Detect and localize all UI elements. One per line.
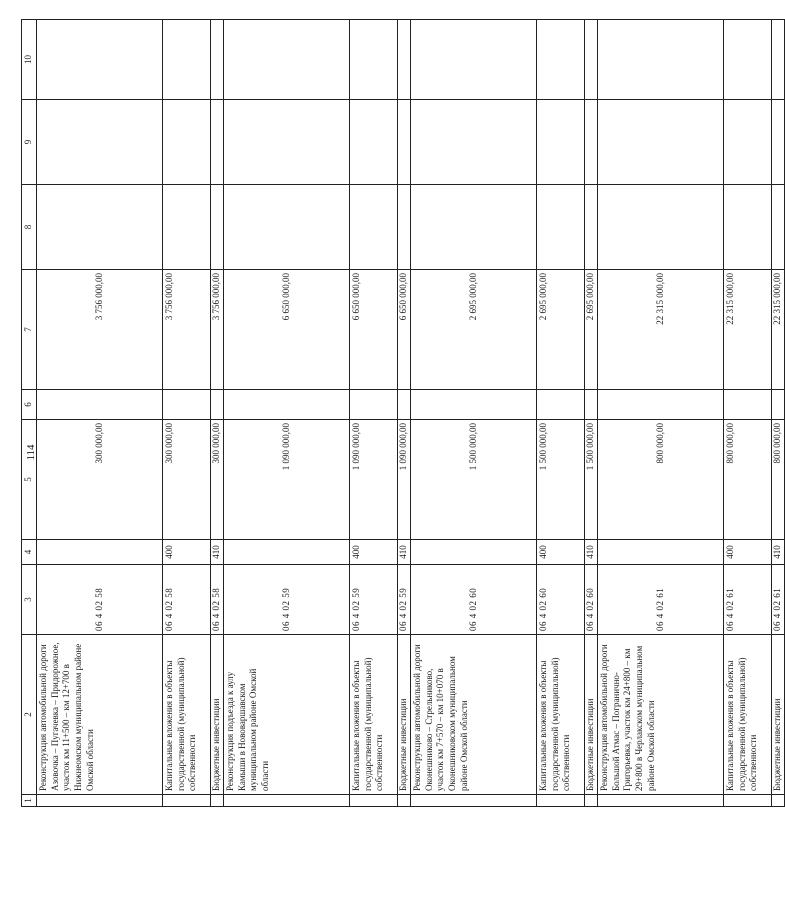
amount-col-5: 1 500 000,00	[411, 420, 537, 540]
row-number-cell	[598, 795, 724, 807]
target-article-code: 06 4 02 58	[163, 565, 211, 635]
row-name: Капитальные вложения в объекты государственной (муниципальной) собственности	[537, 635, 585, 795]
target-article-code: 06 4 02 58	[37, 565, 163, 635]
target-article-code: 06 4 02 59	[350, 565, 398, 635]
expense-type-code	[598, 540, 724, 565]
table-row	[772, 20, 785, 807]
amount-col-8	[585, 185, 598, 270]
amount-col-6	[537, 390, 585, 420]
amount-col-6	[211, 390, 224, 420]
expense-type-code: 400	[537, 540, 585, 565]
amount-col-10	[224, 20, 350, 100]
budget-table	[21, 19, 785, 807]
amount-col-6	[772, 390, 785, 420]
amount-col-6	[224, 390, 350, 420]
amount-col-8	[350, 185, 398, 270]
amount-col-7: 22 315 000,00	[598, 270, 724, 390]
table-row	[585, 20, 598, 807]
amount-col-8	[598, 185, 724, 270]
row-number-cell	[350, 795, 398, 807]
amount-col-10	[350, 20, 398, 100]
row-name: Бюджетные инвестиции	[772, 635, 785, 795]
table-row	[37, 20, 163, 807]
amount-col-7: 3 756 000,00	[211, 270, 224, 390]
expense-type-code	[411, 540, 537, 565]
amount-col-7: 2 695 000,00	[411, 270, 537, 390]
expense-type-code: 400	[350, 540, 398, 565]
amount-col-7: 6 650 000,00	[224, 270, 350, 390]
expense-type-code: 400	[163, 540, 211, 565]
row-number-cell	[224, 795, 350, 807]
amount-col-9	[724, 100, 772, 185]
row-name: Бюджетные инвестиции	[585, 635, 598, 795]
expense-type-code	[224, 540, 350, 565]
amount-col-10	[211, 20, 224, 100]
column-header: 7	[22, 270, 37, 390]
row-number-cell	[537, 795, 585, 807]
amount-col-9	[772, 100, 785, 185]
row-name: Реконструкция автомобильной дороги Большой Атмас – Погранично-Григорьевка, участок км 24+800 – км 29+800 в Черлакском муниципальном районе Омской области	[598, 635, 724, 795]
amount-col-9	[598, 100, 724, 185]
table-row	[398, 20, 411, 807]
column-header: 3	[22, 565, 37, 635]
column-header-row	[22, 20, 37, 807]
amount-col-6	[398, 390, 411, 420]
row-name: Капитальные вложения в объекты государственной (муниципальной) собственности	[163, 635, 211, 795]
table-row	[211, 20, 224, 807]
amount-col-8	[163, 185, 211, 270]
target-article-code: 06 4 02 60	[411, 565, 537, 635]
row-number-cell	[211, 795, 224, 807]
row-name: Реконструкция автомобильной дороги Азовочка – Пугачевка – Придорожное, участок км 11+500 – км 12+700 в Нижнеомском муниципальном районе Омской области	[37, 635, 163, 795]
amount-col-5: 1 500 000,00	[585, 420, 598, 540]
amount-col-7: 6 650 000,00	[350, 270, 398, 390]
row-name: Капитальные вложения в объекты государственной (муниципальной) собственности	[724, 635, 772, 795]
amount-col-5: 800 000,00	[598, 420, 724, 540]
row-number-cell	[163, 795, 211, 807]
amount-col-5: 1 500 000,00	[537, 420, 585, 540]
amount-col-8	[772, 185, 785, 270]
amount-col-6	[598, 390, 724, 420]
amount-col-7: 3 756 000,00	[37, 270, 163, 390]
amount-col-6	[411, 390, 537, 420]
amount-col-8	[211, 185, 224, 270]
row-name: Реконструкция подъезда к аулу Камыши в Нововаршавском муниципальном районе Омской области	[224, 635, 350, 795]
amount-col-10	[585, 20, 598, 100]
table-row	[411, 20, 537, 807]
target-article-code: 06 4 02 61	[772, 565, 785, 635]
table-row	[598, 20, 724, 807]
amount-col-8	[398, 185, 411, 270]
column-header: 5	[22, 420, 37, 540]
amount-col-8	[411, 185, 537, 270]
amount-col-10	[772, 20, 785, 100]
amount-col-8	[37, 185, 163, 270]
column-header: 2	[22, 635, 37, 795]
amount-col-7: 2 695 000,00	[537, 270, 585, 390]
amount-col-9	[537, 100, 585, 185]
amount-col-9	[585, 100, 598, 185]
amount-col-5: 800 000,00	[724, 420, 772, 540]
row-name: Бюджетные инвестиции	[398, 635, 411, 795]
expense-type-code: 410	[398, 540, 411, 565]
amount-col-7: 22 315 000,00	[724, 270, 772, 390]
column-header: 9	[22, 100, 37, 185]
amount-col-9	[211, 100, 224, 185]
row-number-cell	[724, 795, 772, 807]
target-article-code: 06 4 02 61	[724, 565, 772, 635]
amount-col-8	[724, 185, 772, 270]
amount-col-10	[411, 20, 537, 100]
amount-col-5: 1 090 000,00	[224, 420, 350, 540]
amount-col-10	[598, 20, 724, 100]
amount-col-7: 6 650 000,00	[398, 270, 411, 390]
amount-col-7: 3 756 000,00	[163, 270, 211, 390]
row-number-cell	[398, 795, 411, 807]
expense-type-code: 410	[585, 540, 598, 565]
amount-col-5: 300 000,00	[163, 420, 211, 540]
expense-type-code: 410	[211, 540, 224, 565]
amount-col-5: 1 090 000,00	[350, 420, 398, 540]
amount-col-8	[537, 185, 585, 270]
amount-col-9	[224, 100, 350, 185]
amount-col-10	[398, 20, 411, 100]
column-header: 1	[22, 795, 37, 807]
amount-col-8	[224, 185, 350, 270]
table-row	[163, 20, 211, 807]
amount-col-6	[724, 390, 772, 420]
row-name: Капитальные вложения в объекты государственной (муниципальной) собственности	[350, 635, 398, 795]
target-article-code: 06 4 02 60	[585, 565, 598, 635]
amount-col-9	[37, 100, 163, 185]
row-number-cell	[772, 795, 785, 807]
amount-col-6	[37, 390, 163, 420]
target-article-code: 06 4 02 61	[598, 565, 724, 635]
table-row	[724, 20, 772, 807]
target-article-code: 06 4 02 59	[398, 565, 411, 635]
amount-col-10	[724, 20, 772, 100]
amount-col-9	[163, 100, 211, 185]
amount-col-6	[350, 390, 398, 420]
amount-col-6	[585, 390, 598, 420]
amount-col-10	[37, 20, 163, 100]
amount-col-5: 800 000,00	[772, 420, 785, 540]
table-row	[537, 20, 585, 807]
target-article-code: 06 4 02 58	[211, 565, 224, 635]
amount-col-9	[398, 100, 411, 185]
row-number-cell	[585, 795, 598, 807]
amount-col-5: 300 000,00	[211, 420, 224, 540]
row-number-cell	[37, 795, 163, 807]
target-article-code: 06 4 02 59	[224, 565, 350, 635]
amount-col-9	[350, 100, 398, 185]
expense-type-code: 400	[724, 540, 772, 565]
row-number-cell	[411, 795, 537, 807]
amount-col-10	[163, 20, 211, 100]
amount-col-5: 300 000,00	[37, 420, 163, 540]
amount-col-7: 2 695 000,00	[585, 270, 598, 390]
expense-type-code: 410	[772, 540, 785, 565]
target-article-code: 06 4 02 60	[537, 565, 585, 635]
column-header: 6	[22, 390, 37, 420]
amount-col-7: 22 315 000,00	[772, 270, 785, 390]
page-number: 114	[25, 444, 37, 461]
table-row	[350, 20, 398, 807]
amount-col-9	[411, 100, 537, 185]
amount-col-6	[163, 390, 211, 420]
expense-type-code	[37, 540, 163, 565]
row-name: Реконструкция автомобильной дороги Оконешниково – Стрельниково, участок км 7+570 – км 10+070 в Оконешниковском муниципальном районе Омской области	[411, 635, 537, 795]
table-row	[224, 20, 350, 807]
amount-col-5: 1 090 000,00	[398, 420, 411, 540]
amount-col-10	[537, 20, 585, 100]
column-header: 8	[22, 185, 37, 270]
column-header: 10	[22, 20, 37, 100]
column-header: 4	[22, 540, 37, 565]
row-name: Бюджетные инвестиции	[211, 635, 224, 795]
